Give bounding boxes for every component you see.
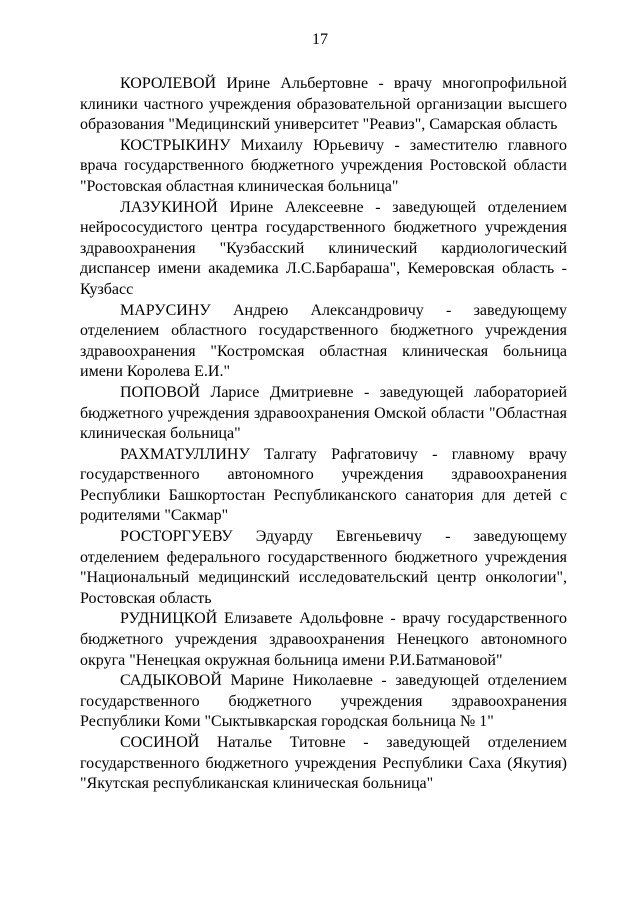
- entry-text: КОСТРЫКИНУ Михаилу Юрьевичу - заместителю главного врача государственного бюджетного учреждения Ростовской области "Ростовская областная клиническая больница": [80, 136, 567, 195]
- award-list: [80, 74, 567, 795]
- entry-text: ПОПОВОЙ Ларисе Дмитриевне - заведующей лабораторией бюджетного учреждения здравоохранения Омской области "Областная клиническая больница": [80, 383, 567, 443]
- list-item: [80, 301, 567, 383]
- entry-text: РУДНИЦКОЙ Елизавете Адольфовне - врачу государственного бюджетного учреждения здравоохранения Ненецкого автономного округа "Ненецкая окружная больница имени Р.И.Батмановой": [80, 610, 567, 669]
- list-item: [80, 609, 567, 671]
- entry-text: МАРУСИНУ Андрею Александровичу - заведующему отделением областного государственного бюджетного учреждения здравоохранения "Костромская областная клиническая больница имени Королева Е.И.": [80, 301, 567, 381]
- list-item: [80, 671, 567, 733]
- list-item: [80, 527, 567, 609]
- list-item: [80, 383, 567, 445]
- list-item: [80, 136, 567, 198]
- entry-text: СОСИНОЙ Наталье Титовне - заведующей отделением государственного бюджетного учреждения Республики Саха (Якутия) "Якутская республиканская клиническая больница": [80, 734, 567, 793]
- page-number: 17: [312, 31, 328, 48]
- list-item: [80, 198, 567, 301]
- entry-text: РАХМАТУЛЛИНУ Талгату Рафгатовичу - главному врачу государственного автономного учреждения здравоохранения Республики Башкортостан Республиканского санатория для детей с родителями "Сакмар": [80, 445, 567, 525]
- entry-text: ЛАЗУКИНОЙ Ирине Алексеевне - заведующей отделением нейрососудистого центра государственного бюджетного учреждения здравоохранения "Кузбасский клинический кардиологический диспансер имени академика Л.С.Барбараша", Кемеровская область - Кузбасс: [80, 198, 567, 298]
- list-item: [80, 445, 567, 527]
- entry-text: КОРОЛЕВОЙ Ирине Альбертовне - врачу многопрофильной клиники частного учреждения образовательной организации высшего образования "Медицинский университет "Реавиз", Самарская область: [80, 75, 567, 134]
- entry-text: САДЫКОВОЙ Марине Николаевне - заведующей отделением государственного бюджетного учреждения здравоохранения Республики Коми "Сыктывкарская городская больница № 1": [80, 672, 567, 731]
- list-item: [80, 74, 567, 136]
- list-item: [80, 733, 567, 795]
- entry-text: РОСТОРГУЕВУ Эдуарду Евгеньевичу - заведующему отделением федерального государственного бюджетного учреждения "Национальный медицинский исследовательский центр онкологии", Ростовская область: [80, 528, 567, 607]
